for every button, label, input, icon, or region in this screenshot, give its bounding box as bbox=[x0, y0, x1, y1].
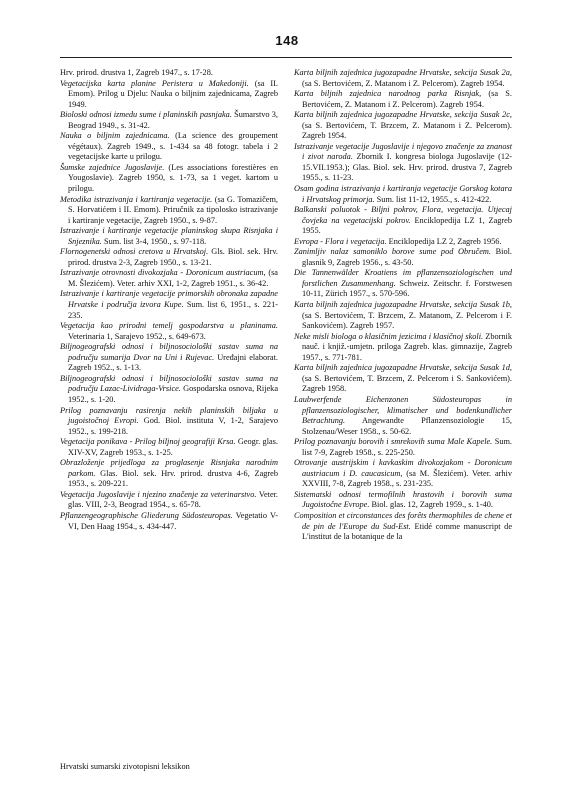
bibliography-entry bbox=[60, 511, 278, 532]
entry-details: Hrv. prirod. drustva 1, Zagreb 1947., s. 17-28. bbox=[60, 68, 213, 77]
bibliography-entry bbox=[294, 363, 512, 395]
bibliography-entry bbox=[60, 68, 278, 79]
bibliography-entry bbox=[60, 321, 278, 342]
bibliography-entry bbox=[60, 226, 278, 247]
entry-title: Laubwerfende Eichenzonen Südosteuropas in pflanzensoziologischer, klimatischer und bodenkundlicher Betrachtung. bbox=[294, 394, 512, 426]
entry-details: Etidé comme manuscript de L'institut de la botanique de la bbox=[302, 521, 512, 542]
bibliography-entry bbox=[294, 68, 512, 89]
bibliography-entry bbox=[294, 247, 512, 268]
entry-details: Biol. glas. 12, Zagreb 1959., s. 1-40. bbox=[369, 500, 493, 510]
entry-details: Veter. glas. VIII, 2-3, Beograd 1954., s. 65-78. bbox=[68, 489, 279, 510]
bibliography-entry bbox=[294, 184, 512, 205]
bibliography-entry bbox=[294, 395, 512, 437]
entry-details: (Les associations forestières en Yougoslavie). Zagreb 1950, s. 1-73, sa 1 veget. kartom u prilogu. bbox=[68, 162, 278, 194]
entry-details: (sa S. Bertovićem, T. Brzcem, Z. Pelcerom i S. Sankovićem). Zagreb 1958. bbox=[302, 373, 512, 394]
entry-details: Zbornik I. kongresa biologa Jugoslavije (12-15.VII.1953.); Glas. Biol. sek. Hrv. prirod. drustva 7, Zagreb 1955., s. 11-23. bbox=[302, 152, 512, 183]
entry-details: Gls. Biol. sek. Hrv. prirod. drustva 2-3, Zagreb 1950., s. 13-21. bbox=[68, 247, 279, 267]
entry-details: Zbornik nauč. i knjiž.-umjetn. priloga Zagreb. klas. gimnazije, Zagreb 1957., s. 771-781. bbox=[302, 331, 513, 362]
bibliography-entry bbox=[60, 437, 278, 458]
entry-title: Istrazivanje otrovnosti divokozjaka - Doronicum austriacum, bbox=[60, 268, 266, 278]
entry-details: Veterinaria 1, Sarajevo 1952., s. 649-673. bbox=[68, 331, 206, 341]
entry-title: Šumske zajednice Jugoslavije. bbox=[60, 162, 165, 172]
entry-title: Evropa - Flora i vegetacija. bbox=[294, 236, 387, 246]
entry-title: Metodika istrazivanja i kartiranja vegetacije. bbox=[60, 194, 213, 204]
bibliography-entry bbox=[60, 490, 278, 511]
entry-title: Otrovanje austrijskim i kavkaskim divokozjakom - Doronicum austriacum i D. caucasicum, bbox=[294, 458, 512, 478]
entry-title: Osam godina istrazivanja i kartiranja vegetacije Gorskog kotara i Hrvatskog primorja. bbox=[294, 184, 512, 204]
entry-title: Biljnogeografski odnosi i biljnosociološki sastav suma na području sumarija Dvor na Uni i Rujevac. bbox=[60, 342, 278, 362]
bibliography-entry bbox=[60, 289, 278, 321]
entry-title: Karta biljnih zajednica jugozapadne Hrvatske, sekcija Susak 2c, bbox=[294, 110, 512, 120]
header-rule bbox=[60, 57, 512, 58]
entry-details: (sa S. Bertovićem, Z. Matanom i Z. Pelcerom). Zagreb 1954. bbox=[302, 89, 513, 109]
bibliography-entry bbox=[294, 89, 512, 110]
entry-title: Composition et circonstances des forêts thermophiles de chene et de pin de l'Europe du Sud-Est. bbox=[294, 510, 512, 531]
entry-title: Istrazivanje vegetacije Jugoslavije i njegovo značenje za znanost i zivot naroda. bbox=[294, 141, 512, 162]
bibliography-entry bbox=[294, 205, 512, 237]
bibliography-entry bbox=[294, 110, 512, 142]
entry-details: Uređajni elaborat. Zagreb 1952., s. 1-13. bbox=[68, 352, 278, 373]
bibliography-entry bbox=[294, 268, 512, 300]
entry-details: (sa M. Šlezićem). Veter. arhiv XXI, 1-2, Zagreb 1951., s. 36-42. bbox=[68, 268, 278, 288]
entry-title: Die Tannenwälder Kroatiens im pflanzensoziologischen und forstlichen Zusammenhang. bbox=[294, 268, 512, 288]
bibliography-entry bbox=[60, 110, 278, 131]
right-column bbox=[294, 68, 512, 543]
bibliography-entry bbox=[294, 458, 512, 490]
entry-details: Angewandte Pflanzensoziologie 15, Stolzenau/Weser 1958., s. 50-62. bbox=[302, 416, 512, 436]
entry-title: Vegetacija Jugoslavije i njezino značenje za veterinarstvo. bbox=[60, 489, 257, 499]
entry-details: Enciklopedija LZ 2, Zagreb 1956. bbox=[386, 236, 502, 246]
entry-title: Istrazivanje i kartiranje vegetacije primorskih obronaka zapadne Hrvatske i područja izvora Kupe. bbox=[60, 289, 278, 310]
left-column bbox=[60, 68, 278, 532]
entry-title: Neke misli biologa o klasičnim jezicima i klasičnoj skoli. bbox=[294, 331, 484, 341]
entry-title: Istrazivanje i kartiranje vegetacije planinskog skupa Risnjaka i Snjeznika. bbox=[60, 226, 278, 246]
entry-details: Sum. list 3-4, 1950., s. 97-118. bbox=[101, 236, 207, 246]
entry-title: Obrazloženje prijedloga za proglasenje Risnjaka narodnim parkom. bbox=[60, 458, 278, 478]
bibliography-entry bbox=[294, 511, 512, 543]
page-number: 148 bbox=[275, 33, 299, 48]
bibliography-entry bbox=[60, 342, 278, 374]
entry-title: Nauka o biljnim zajednicama. bbox=[60, 131, 170, 141]
entry-details: (sa S. Bertovićem, Z. Matanom i Z. Pelcerom). Zagreb 1954. bbox=[302, 78, 505, 88]
entry-title: Karta biljnih zajednica narodnog parka Risnjak, bbox=[294, 89, 482, 99]
page-footer: Hrvatski sumarski zivotopisni leksikon bbox=[60, 762, 190, 771]
entry-details: Šumarstvo 3, Beograd 1949., s. 31-42. bbox=[68, 110, 278, 130]
entry-details: God. Biol. instituta V, 1-2, Sarajevo 1952., s. 199-218. bbox=[68, 416, 278, 436]
entry-title: Balkanski poluotok - Biljni pokrov, Flora, vegetacija. Utjecaj čovjeka na vegetacijski pokrov. bbox=[294, 205, 512, 225]
entry-title: Sistematski odnosi termofilnih hrastovih i borovih suma Jugoistočne Evrope. bbox=[294, 489, 512, 510]
entry-details: Schweiz. Zeitschr. f. Forstwesen 10-11, Zürich 1957., s. 570-596. bbox=[302, 278, 512, 299]
entry-title: Prilog poznavanju rasirenja nekih planinskih biljaka u jugoistočnoj Evropi. bbox=[60, 405, 278, 426]
bibliography-entry bbox=[60, 458, 278, 490]
bibliography-entry bbox=[294, 142, 512, 184]
entry-title: Karta biljnih zajednica jugozapadne Hrvatske, sekcija Susak 1d, bbox=[294, 363, 512, 373]
entry-title: Prilog poznavanju borovih i smrekovih suma Male Kapele. bbox=[294, 437, 493, 447]
entry-details: Sum. list 6, 1951., s. 221-235. bbox=[68, 300, 278, 320]
entry-details: Biol. glasnik 9, Zagreb 1956., s. 43-50. bbox=[302, 247, 513, 267]
bibliography-entry bbox=[60, 163, 278, 195]
entry-title: Vegetacijska karta planine Peristera u Makedoniji. bbox=[60, 78, 249, 88]
entry-title: Biljnogeografski odnosi i biljnosociološki sastav suma na području Lazac-Lividraga-Vrsice. bbox=[60, 373, 278, 394]
entry-title: Zanimljiv nalaz samoniklo borove sume pod Obručem. bbox=[294, 247, 491, 257]
bibliography-entry bbox=[294, 237, 512, 248]
entry-title: Flornogenetski odnosi cretova u Hrvatskoj. bbox=[60, 247, 209, 257]
entry-details: Geogr. glas. XIV-XV, Zagreb 1953., s. 1-25. bbox=[68, 437, 278, 457]
entry-details: (sa S. Bertovićem, T. Brzcem, Z. Matanom i Z. Pelcerom). Zagreb 1954. bbox=[302, 120, 512, 141]
entry-title: Karta biljnih zajednica jugozapadne Hrvatske, sekcija Susak 2a, bbox=[294, 68, 512, 77]
entry-title: Vegetacija ponikava - Prilog biljnoj geografiji Krsa. bbox=[60, 437, 236, 447]
bibliography-entry bbox=[60, 268, 278, 289]
entry-title: Karta biljnih zajednica jugozapadne Hrvatske, sekcija Susak 1b, bbox=[294, 300, 512, 310]
bibliography-entry bbox=[60, 79, 278, 111]
entry-title: Vegetacija kao prirodni temelj gospodarstva u planinama. bbox=[60, 321, 278, 331]
bibliography-entry bbox=[60, 406, 278, 438]
entry-title: Pflanzengeographische Gliederung Südosteuropas. bbox=[60, 510, 233, 520]
entry-details: (La science des groupement végétaux). Zagreb 1949., s. 1-434 sa 48 fotogr. tabela i 2 vegetacijske karte u prilogu. bbox=[68, 131, 278, 162]
bibliography-entry bbox=[294, 300, 512, 332]
entry-details: Enciklopedija LZ 1, Zagreb 1955. bbox=[302, 215, 512, 236]
entry-details: (sa G. Tomazičem, S. Horvatićem i II. Emom). Priručnik za tipolosko istrazivanje i kartiranje vegetacije, Zagreb 1950., s. 9-87. bbox=[68, 194, 278, 225]
entry-details: (sa II. Emom). Prilog u Djelu: Nauka o biljnim zajednicama, Zagreb 1949. bbox=[68, 78, 278, 109]
entry-details: Vegetatio V-VI, Den Haag 1954., s. 434-447. bbox=[68, 510, 278, 531]
bibliography-entry bbox=[60, 247, 278, 268]
entry-details: Sum. list 7-9, Zagreb 1958., s. 225-250. bbox=[302, 437, 512, 457]
bibliography-entry bbox=[294, 332, 512, 364]
entry-details: (sa S. Bertovićem, T. Brzcem, Z. Matanom, Z. Pelcerom i F. Sankovićem). Zagreb 1957. bbox=[302, 310, 512, 331]
entry-details: Gospodarska osnova, Rijeka 1952., s. 1-20. bbox=[68, 384, 279, 404]
entry-details: Sum. list 11-12, 1955., s. 412-422. bbox=[374, 194, 492, 204]
bibliography-entry bbox=[60, 374, 278, 406]
bibliography-entry bbox=[60, 131, 278, 163]
entry-details: Glas. Biol. sek. Hrv. prirod. drustva 4-6, Zagreb 1953., s. 209-221. bbox=[68, 468, 278, 489]
bibliography-entry bbox=[60, 195, 278, 227]
bibliography-entry bbox=[294, 437, 512, 458]
entry-title: Bioloski odnosi izmedu sume i planinskih pasnjaka. bbox=[60, 110, 232, 120]
entry-details: (sa M. Šlezićem). Veter. arhiv XXVIII, 7-8, Zagreb 1958., s. 231-235. bbox=[302, 468, 513, 489]
bibliography-entry bbox=[294, 490, 512, 511]
